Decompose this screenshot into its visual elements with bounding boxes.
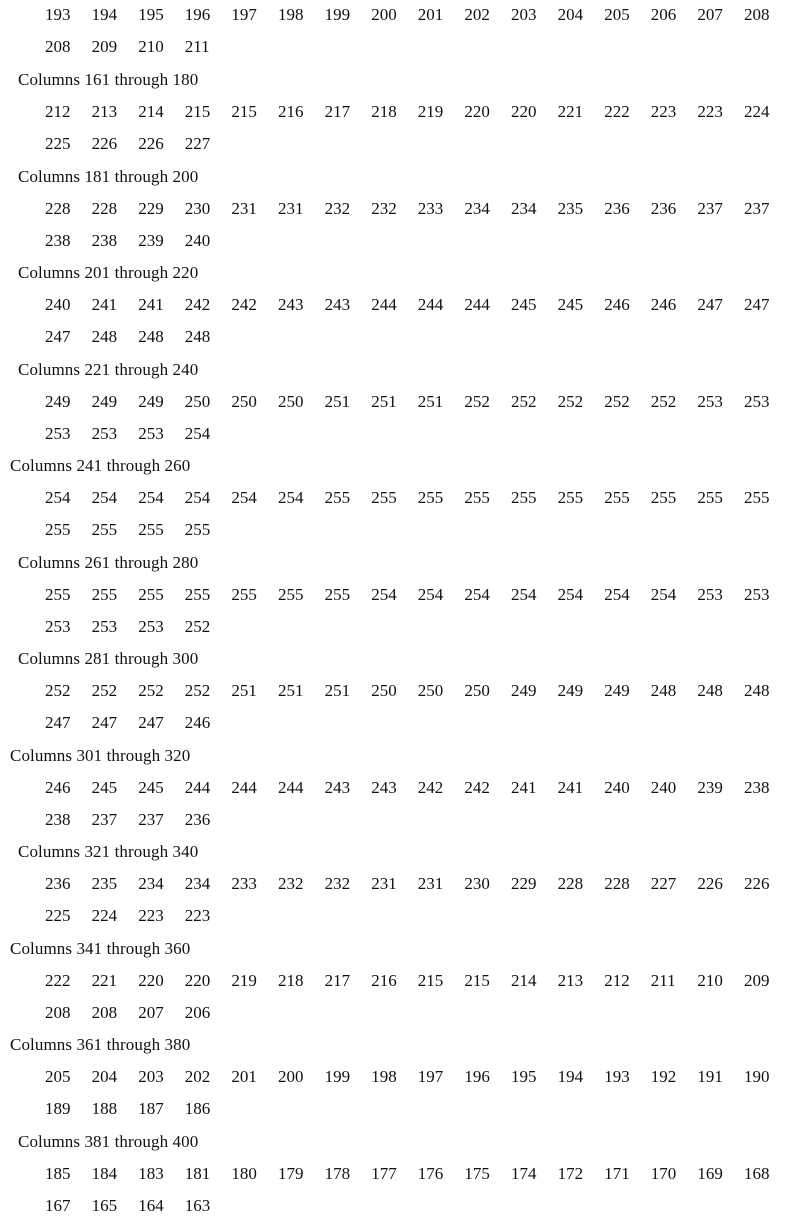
matrix-value: 250 [371, 681, 397, 700]
matrix-value: 216 [278, 102, 304, 121]
matrix-value: 194 [557, 1067, 584, 1086]
matrix-value: 252 [604, 391, 630, 411]
values-row [0, 199, 800, 219]
matrix-value: 204 [557, 5, 584, 24]
column-range-heading: Columns 221 through 240 [18, 359, 199, 379]
matrix-value: 235 [557, 198, 584, 218]
matrix-value: 254 [371, 584, 397, 604]
values-row [0, 295, 800, 315]
values-row [0, 585, 800, 605]
matrix-value: 250 [464, 681, 490, 700]
column-range-heading: Columns 201 through 220 [18, 263, 199, 282]
matrix-value: 215 [417, 970, 444, 990]
matrix-value: 222 [45, 970, 71, 990]
matrix-value: 215 [464, 970, 490, 990]
matrix-value: 251 [324, 391, 351, 411]
matrix-value: 226 [91, 134, 118, 153]
values-row [0, 617, 800, 637]
matrix-value: 195 [511, 1067, 537, 1086]
matrix-value: 252 [184, 681, 211, 700]
matrix-value: 254 [184, 488, 211, 507]
matrix-value: 255 [604, 488, 630, 507]
matrix-value: 219 [417, 102, 444, 121]
matrix-value: 254 [650, 584, 677, 604]
matrix-value: 254 [557, 584, 584, 604]
matrix-value: 254 [511, 584, 537, 604]
matrix-value: 255 [371, 488, 397, 507]
matrix-value: 255 [231, 584, 257, 604]
matrix-value: 255 [91, 520, 118, 539]
matrix-value: 250 [184, 391, 211, 411]
matrix-value: 252 [45, 681, 71, 700]
matrix-value: 208 [45, 1002, 71, 1022]
matrix-value: 242 [231, 295, 257, 314]
matrix-value: 224 [744, 102, 770, 121]
values-row [0, 971, 800, 991]
matrix-value: 231 [231, 198, 257, 218]
values-row [0, 424, 800, 444]
values-row [0, 520, 800, 540]
matrix-value: 255 [278, 584, 304, 604]
matrix-value: 254 [138, 488, 164, 507]
matrix-value: 255 [184, 520, 211, 539]
matrix-value: 214 [511, 970, 537, 990]
matrix-value: 198 [278, 5, 304, 24]
matrix-value: 248 [744, 681, 770, 700]
values-row [0, 1003, 800, 1023]
matrix-value: 235 [91, 874, 118, 893]
matrix-value: 236 [45, 874, 71, 893]
matrix-value: 243 [324, 777, 351, 797]
matrix-value: 252 [511, 391, 537, 411]
matrix-value: 237 [744, 198, 770, 218]
matrix-value: 175 [464, 1163, 490, 1183]
matrix-value: 244 [278, 777, 304, 797]
matrix-value: 229 [138, 198, 164, 218]
matrix-value: 208 [744, 5, 770, 24]
matrix-value: 172 [557, 1163, 584, 1183]
matrix-value: 217 [324, 970, 351, 990]
matrix-value: 236 [650, 198, 677, 218]
matrix-value: 205 [45, 1067, 71, 1086]
matrix-value: 215 [184, 102, 211, 121]
matrix-value: 249 [138, 391, 164, 411]
matrix-value: 252 [91, 681, 118, 700]
matrix-value: 223 [138, 906, 164, 925]
matrix-value: 239 [697, 777, 723, 797]
matrix-value: 247 [91, 713, 118, 732]
matrix-value: 167 [45, 1195, 71, 1215]
values-row [0, 906, 800, 926]
matrix-value: 240 [45, 295, 71, 314]
matrix-value: 244 [371, 295, 397, 314]
matrix-value: 184 [91, 1163, 118, 1183]
matrix-value: 251 [417, 391, 444, 411]
matrix-value: 213 [91, 102, 118, 121]
matrix-value: 220 [138, 970, 164, 990]
matrix-value: 221 [557, 102, 584, 121]
matrix-value: 233 [417, 198, 444, 218]
matrix-value: 236 [604, 198, 630, 218]
matrix-value: 232 [324, 198, 351, 218]
matrix-value: 232 [371, 198, 397, 218]
matrix-value: 255 [91, 584, 118, 604]
matrix-value: 205 [604, 5, 630, 24]
matrix-value: 247 [697, 295, 723, 314]
matrix-value: 255 [464, 488, 490, 507]
matrix-value: 231 [417, 874, 444, 893]
matrix-value: 228 [91, 198, 118, 218]
matrix-value: 187 [138, 1099, 164, 1118]
matrix-value: 254 [231, 488, 257, 507]
matrix-value: 209 [744, 970, 770, 990]
matrix-value: 227 [650, 874, 677, 893]
matrix-value: 250 [278, 391, 304, 411]
matrix-value: 238 [45, 809, 71, 829]
matrix-value: 254 [464, 584, 490, 604]
matrix-value: 255 [417, 488, 444, 507]
matrix-value: 225 [45, 134, 71, 153]
column-range-heading: Columns 341 through 360 [10, 938, 191, 958]
matrix-value: 255 [138, 520, 164, 539]
matrix-value: 233 [231, 874, 257, 893]
matrix-value: 216 [371, 970, 397, 990]
matrix-value: 176 [417, 1163, 444, 1183]
matrix-value: 200 [371, 5, 397, 24]
matrix-value: 193 [45, 5, 71, 24]
matrix-value: 223 [697, 102, 723, 121]
matrix-value: 180 [231, 1163, 257, 1183]
matrix-value: 203 [138, 1067, 164, 1086]
matrix-value: 230 [184, 198, 211, 218]
matrix-value: 185 [45, 1163, 71, 1183]
matrix-value: 234 [511, 198, 537, 218]
matrix-value: 241 [511, 777, 537, 797]
matrix-value: 255 [557, 488, 584, 507]
matrix-value: 222 [604, 102, 630, 121]
matrix-value: 255 [184, 584, 211, 604]
values-row [0, 231, 800, 251]
matrix-value: 248 [138, 327, 164, 346]
matrix-value: 194 [91, 5, 118, 24]
values-row [0, 874, 800, 894]
values-row [0, 810, 800, 830]
matrix-value: 244 [464, 295, 490, 314]
matrix-value: 253 [697, 584, 723, 604]
matrix-value: 234 [184, 874, 211, 893]
matrix-value: 249 [45, 391, 71, 411]
matrix-value: 195 [138, 5, 164, 24]
matrix-value: 226 [697, 874, 723, 893]
matrix-value: 213 [557, 970, 584, 990]
matrix-value: 234 [464, 198, 490, 218]
column-range-heading: Columns 301 through 320 [10, 745, 191, 765]
matrix-value: 254 [604, 584, 630, 604]
matrix-value: 247 [744, 295, 770, 314]
matrix-value: 228 [45, 198, 71, 218]
matrix-value: 183 [138, 1163, 164, 1183]
matrix-value: 197 [417, 1067, 444, 1086]
matrix-value: 241 [557, 777, 584, 797]
matrix-value: 164 [138, 1195, 164, 1215]
matrix-value: 244 [184, 777, 211, 797]
matrix-value: 250 [417, 681, 444, 700]
matrix-value: 228 [604, 874, 630, 893]
matrix-value: 239 [138, 230, 164, 250]
matrix-value: 224 [91, 906, 118, 925]
matrix-value: 255 [324, 584, 351, 604]
matrix-value: 171 [604, 1163, 630, 1183]
matrix-value: 223 [650, 102, 677, 121]
values-row [0, 1196, 800, 1216]
values-row [0, 37, 800, 57]
matrix-value: 226 [744, 874, 770, 893]
values-row [0, 713, 800, 733]
matrix-value: 249 [557, 681, 584, 700]
matrix-value: 246 [604, 295, 630, 314]
matrix-value: 201 [231, 1067, 257, 1086]
column-range-heading: Columns 381 through 400 [18, 1131, 199, 1151]
matrix-value: 199 [324, 1067, 351, 1086]
matrix-value: 255 [324, 488, 351, 507]
matrix-value: 253 [138, 616, 164, 636]
matrix-value: 253 [91, 616, 118, 636]
column-range-heading: Columns 181 through 200 [18, 166, 199, 186]
matrix-value: 240 [604, 777, 630, 797]
values-row [0, 1164, 800, 1184]
column-range-heading: Columns 281 through 300 [18, 649, 199, 668]
matrix-value: 247 [45, 713, 71, 732]
matrix-value: 241 [138, 295, 164, 314]
matrix-value: 248 [184, 327, 211, 346]
matrix-value: 197 [231, 5, 257, 24]
matrix-value: 249 [511, 681, 537, 700]
matrix-value: 237 [697, 198, 723, 218]
matrix-value: 170 [650, 1163, 677, 1183]
values-row [0, 1099, 800, 1119]
values-row [0, 1067, 800, 1087]
matrix-value: 207 [138, 1002, 164, 1022]
matrix-value: 253 [744, 391, 770, 411]
matrix-value: 214 [138, 102, 164, 121]
matrix-value: 191 [697, 1067, 723, 1086]
matrix-value: 243 [371, 777, 397, 797]
matrix-value: 210 [138, 37, 164, 56]
matrix-value: 243 [324, 295, 351, 314]
column-range-heading: Columns 361 through 380 [10, 1035, 191, 1054]
matrix-value: 230 [464, 874, 490, 893]
matrix-value: 231 [278, 198, 304, 218]
matrix-value: 252 [557, 391, 584, 411]
values-row [0, 327, 800, 347]
matrix-value: 252 [184, 616, 211, 636]
matrix-value: 241 [91, 295, 118, 314]
matrix-value: 198 [371, 1067, 397, 1086]
matrix-value: 245 [511, 295, 537, 314]
matrix-value: 165 [91, 1195, 118, 1215]
values-row [0, 778, 800, 798]
matrix-value: 226 [138, 134, 164, 153]
matrix-value: 255 [45, 584, 71, 604]
matrix-value: 202 [184, 1067, 211, 1086]
matrix-value: 238 [45, 230, 71, 250]
matrix-value: 255 [697, 488, 723, 507]
matrix-value: 242 [417, 777, 444, 797]
matrix-value: 223 [184, 906, 211, 925]
matrix-value: 211 [184, 37, 210, 56]
matrix-value: 232 [324, 874, 351, 893]
values-row [0, 5, 800, 25]
matrix-value: 253 [45, 423, 71, 443]
matrix-value: 204 [91, 1067, 118, 1086]
matrix-value: 246 [184, 713, 211, 732]
values-row [0, 102, 800, 122]
matrix-value: 254 [184, 423, 211, 443]
matrix-value: 208 [45, 37, 71, 56]
matrix-value: 192 [650, 1067, 677, 1086]
matrix-value: 220 [464, 102, 490, 121]
column-range-heading: Columns 161 through 180 [18, 70, 199, 89]
matrix-value: 212 [604, 970, 630, 990]
matrix-value: 248 [91, 327, 118, 346]
matrix-value: 215 [231, 102, 257, 121]
matrix-value: 255 [744, 488, 770, 507]
matrix-value: 227 [184, 134, 211, 153]
matrix-value: 252 [138, 681, 164, 700]
matrix-value: 245 [557, 295, 584, 314]
matrix-value: 254 [45, 488, 71, 507]
matrix-value: 229 [511, 874, 537, 893]
matrix-value: 174 [511, 1163, 537, 1183]
matrix-value: 243 [278, 295, 304, 314]
matrix-value: 232 [278, 874, 304, 893]
matrix-value: 209 [91, 37, 118, 56]
matrix-value: 249 [91, 391, 118, 411]
matrix-value: 231 [371, 874, 397, 893]
matrix-value: 206 [650, 5, 677, 24]
matrix-value: 196 [184, 5, 211, 24]
matrix-value: 208 [91, 1002, 118, 1022]
matrix-value: 253 [744, 584, 770, 604]
matrix-value: 245 [138, 777, 164, 797]
matrix-value: 253 [138, 423, 164, 443]
matrix-value: 221 [91, 970, 118, 990]
matrix-value: 163 [184, 1195, 211, 1215]
matrix-value: 201 [417, 5, 444, 24]
matrix-value: 242 [464, 777, 490, 797]
matrix-value: 252 [464, 391, 490, 411]
matrix-value: 247 [45, 327, 71, 346]
matrix-value: 225 [45, 906, 71, 925]
matrix-value: 245 [91, 777, 118, 797]
matrix-value: 189 [45, 1099, 71, 1118]
matrix-value: 242 [184, 295, 211, 314]
matrix-value: 202 [464, 5, 490, 24]
matrix-value: 181 [184, 1163, 211, 1183]
values-row [0, 681, 800, 701]
column-range-heading: Columns 241 through 260 [10, 456, 191, 475]
matrix-value: 255 [511, 488, 537, 507]
matrix-value: 237 [138, 809, 164, 829]
matrix-value: 255 [138, 584, 164, 604]
matrix-value: 251 [324, 681, 351, 700]
matrix-value: 186 [184, 1099, 211, 1118]
matrix-value: 253 [91, 423, 118, 443]
matrix-value: 218 [278, 970, 304, 990]
values-row [0, 392, 800, 412]
matrix-value: 203 [511, 5, 537, 24]
matrix-value: 252 [650, 391, 677, 411]
matrix-value: 220 [511, 102, 537, 121]
matrix-value: 246 [45, 777, 71, 797]
matrix-value: 238 [91, 230, 118, 250]
column-range-heading: Columns 321 through 340 [18, 842, 199, 861]
matrix-value: 249 [604, 681, 630, 700]
matrix-value: 255 [650, 488, 677, 507]
matrix-value: 168 [744, 1163, 770, 1183]
column-range-heading: Columns 261 through 280 [18, 552, 199, 572]
matrix-value: 251 [278, 681, 304, 700]
values-row [0, 488, 800, 508]
matrix-value: 251 [371, 391, 397, 411]
matrix-value: 240 [650, 777, 677, 797]
matrix-value: 237 [91, 809, 118, 829]
matrix-value: 254 [278, 488, 304, 507]
matrix-value: 219 [231, 970, 257, 990]
matrix-value: 234 [138, 874, 164, 893]
values-row [0, 134, 800, 154]
matrix-value: 238 [744, 777, 770, 797]
matrix-value: 218 [371, 102, 397, 121]
matrix-value: 254 [91, 488, 118, 507]
matrix-value: 250 [231, 391, 257, 411]
matrix-value: 220 [184, 970, 211, 990]
matrix-value: 196 [464, 1067, 490, 1086]
matrix-value: 190 [744, 1067, 770, 1086]
matrix-value: 248 [650, 681, 677, 700]
matrix-value: 210 [697, 970, 723, 990]
matrix-value: 177 [371, 1163, 397, 1183]
matrix-value: 207 [697, 5, 723, 24]
matrix-value: 253 [697, 391, 723, 411]
matrix-value: 246 [650, 295, 677, 314]
matrix-value: 255 [45, 520, 71, 539]
matrix-value: 253 [45, 616, 71, 636]
matrix-value: 212 [45, 102, 71, 121]
matrix-value: 206 [184, 1002, 211, 1022]
matrix-value: 188 [91, 1099, 118, 1118]
matrix-value: 228 [557, 874, 584, 893]
matrix-value: 244 [231, 777, 257, 797]
matrix-value: 169 [697, 1163, 723, 1183]
matrix-value: 217 [324, 102, 351, 121]
matrix-value: 200 [278, 1067, 304, 1086]
matrix-value: 178 [324, 1163, 351, 1183]
matrix-value: 211 [650, 970, 676, 990]
matrix-value: 179 [278, 1163, 304, 1183]
matrix-value: 244 [417, 295, 444, 314]
matrix-value: 240 [184, 230, 211, 250]
matrix-value: 251 [231, 681, 257, 700]
matrix-value: 199 [324, 5, 351, 24]
matrix-value: 236 [184, 809, 211, 829]
matrix-value: 248 [697, 681, 723, 700]
matrix-value: 193 [604, 1067, 630, 1086]
matrix-value: 254 [417, 584, 444, 604]
matrix-value: 247 [138, 713, 164, 732]
